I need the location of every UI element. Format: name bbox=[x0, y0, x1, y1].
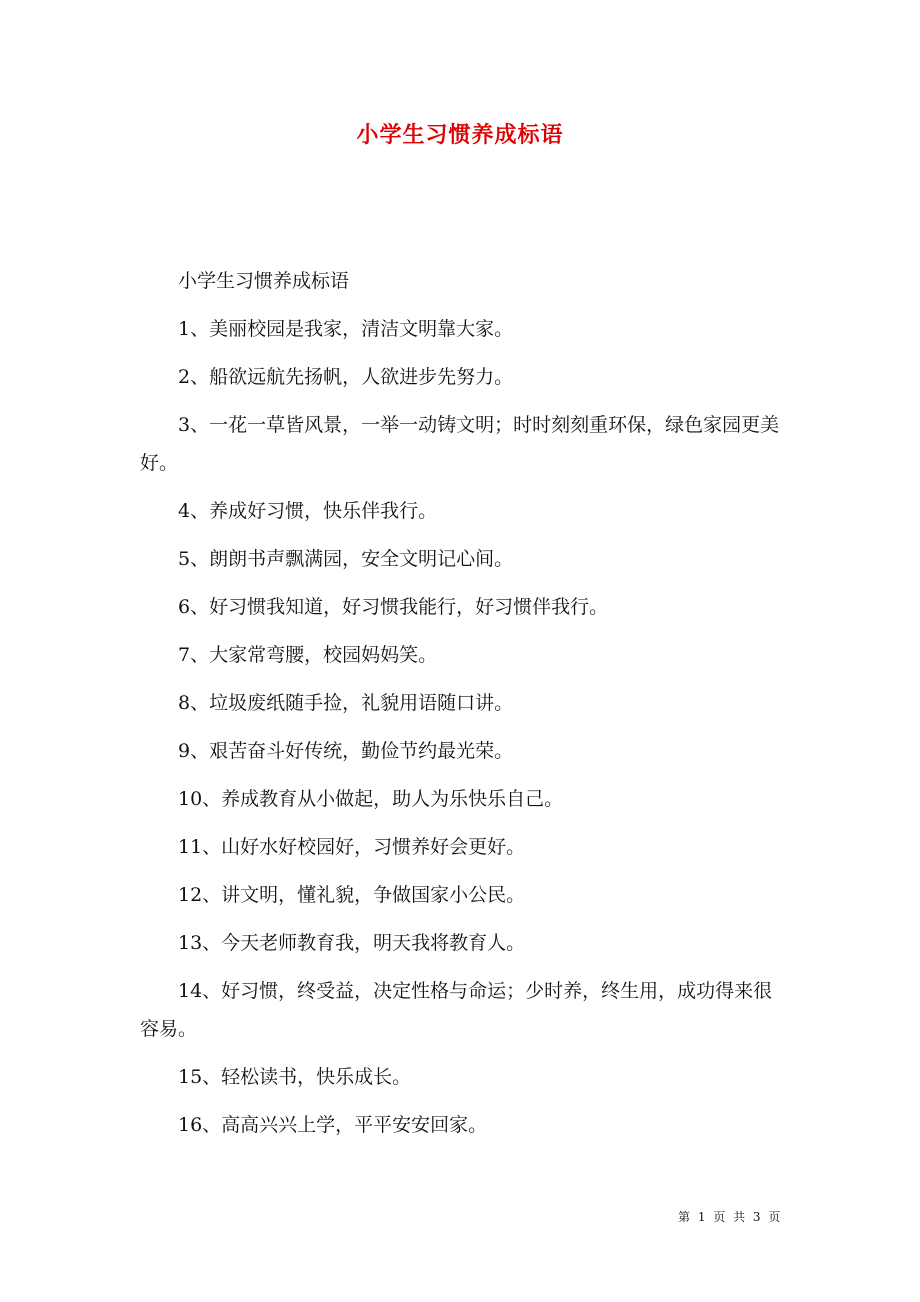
slogan-12: 12、讲文明，懂礼貌，争做国家小公民。 bbox=[178, 884, 526, 906]
slogan-16: 16、高高兴兴上学，平平安安回家。 bbox=[178, 1114, 488, 1136]
document-title: 小学生习惯养成标语 bbox=[356, 122, 564, 148]
slogan-3: 3、一花一草皆风景，一举一动铸文明；时时刻刻重环保，绿色家园更美好。 bbox=[140, 414, 780, 474]
page-number-footer: 第 1 页 共 3 页 bbox=[678, 1210, 783, 1224]
slogan-1: 1、美丽校园是我家，清洁文明靠大家。 bbox=[178, 318, 514, 340]
slogan-4: 4、养成好习惯，快乐伴我行。 bbox=[178, 500, 438, 522]
document-body bbox=[140, 262, 780, 1154]
slogan-8: 8、垃圾废纸随手捡，礼貌用语随口讲。 bbox=[178, 692, 514, 714]
slogan-15: 15、轻松读书，快乐成长。 bbox=[178, 1066, 412, 1088]
slogan-9: 9、艰苦奋斗好传统，勤俭节约最光荣。 bbox=[178, 740, 514, 762]
slogan-11: 11、山好水好校园好，习惯养好会更好。 bbox=[178, 836, 526, 858]
slogan-7: 7、大家常弯腰，校园妈妈笑。 bbox=[178, 644, 438, 666]
slogan-14: 14、好习惯，终受益，决定性格与命运；少时养，终生用，成功得来很容易。 bbox=[140, 980, 773, 1040]
slogan-6: 6、好习惯我知道，好习惯我能行，好习惯伴我行。 bbox=[178, 596, 609, 618]
slogan-2: 2、船欲远航先扬帆，人欲进步先努力。 bbox=[178, 366, 514, 388]
slogan-5: 5、朗朗书声飘满园，安全文明记心间。 bbox=[178, 548, 514, 570]
paragraph-subtitle: 小学生习惯养成标语 bbox=[178, 270, 350, 292]
slogan-13: 13、今天老师教育我，明天我将教育人。 bbox=[178, 932, 526, 954]
slogan-10: 10、养成教育从小做起，助人为乐快乐自己。 bbox=[178, 788, 564, 810]
